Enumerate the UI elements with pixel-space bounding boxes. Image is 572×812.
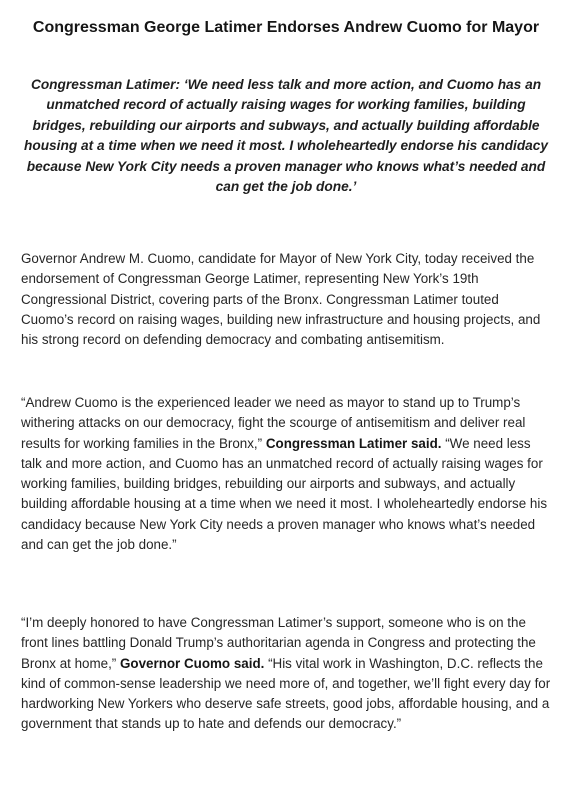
- subheadline-quote: Congressman Latimer: ‘We need less talk and more action, and Cuomo has an unmatched record of actually raising wages for working families, building bridges, rebuilding our airports and subways, and actually building affordable housing at a time when we need it most. I wholeheartedly endorse his candidacy because New York City needs a proven manager who knows what’s needed and can get the job done.’: [23, 77, 549, 195]
- cuomo-attribution: Governor Cuomo said.: [120, 655, 265, 671]
- intro-paragraph: Governor Andrew M. Cuomo, candidate for Mayor of New York City, today received the endorsement of Congressman George Latimer, representing New York’s 19th Congressional District, covering parts of the Bronx. Congressman Latimer touted Cuomo’s record on raising wages, building new infrastructure and housing projects, and his strong record on defending democracy and combating antisemitism.: [21, 251, 541, 348]
- latimer-quote-part-2: “We need less talk and more action, and Cuomo has an unmatched record of actually raising wages for working families, building bridges, rebuilding our airports and subways, and actually building affordable housing at a time when we need it most. I wholeheartedly endorse his candidacy because New York City needs a proven manager who knows what’s needed and can get the job done.”: [21, 435, 548, 553]
- cuomo-quote-part-2: “His vital work in Washington, D.C. reflects the kind of common-sense leadership we need more of, and together, we’ll fight every day for hardworking New Yorkers who deserve safe streets, good jobs, affordable housing, and a government that stands up to hate and defends our democracy.”: [21, 655, 551, 732]
- latimer-quote-paragraph: [21, 393, 555, 555]
- cuomo-quote-paragraph: [21, 613, 555, 735]
- cuomo-quote-part-1: “I’m deeply honored to have Congressman Latimer’s support, someone who is on the front lines battling Donald Trump’s authoritarian agenda in Congress and protecting the Bronx at home,”: [21, 615, 536, 671]
- latimer-attribution: Congressman Latimer said.: [265, 435, 442, 451]
- press-release-title: Congressman George Latimer Endorses Andrew Cuomo for Mayor: [32, 19, 540, 36]
- latimer-quote-part-1: “Andrew Cuomo is the experienced leader we need as mayor to stand up to Trump’s withering attacks on our democracy, fight the scourge of antisemitism and deliver real results for working families in the Bronx,”: [21, 395, 526, 451]
